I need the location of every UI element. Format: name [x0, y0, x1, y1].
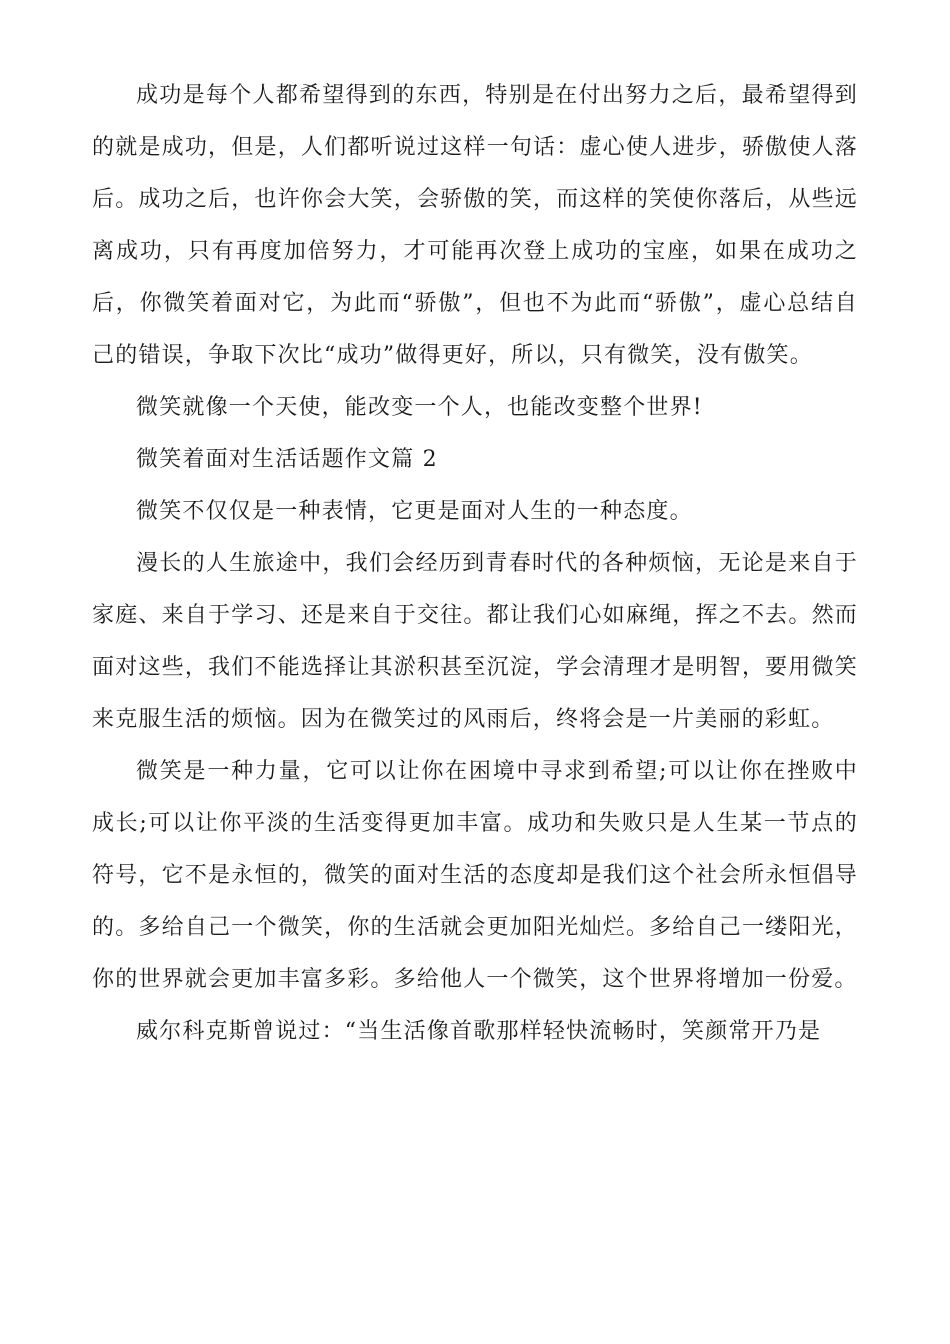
paragraph-smile-angel: 微笑就像一个天使，能改变一个人，也能改变整个世界! — [136, 395, 703, 420]
section-heading: 微笑着面对生活话题作文篇 2 — [136, 447, 438, 472]
document-page — [92, 70, 858, 1058]
paragraph-smile-power: 微笑是一种力量，它可以让你在困境中寻求到希望;可以让你在挫败中成长;可以让你平淡的生活变得更加丰富。成功和失败只是人生某一节点的符号，它不是永恒的，微笑的面对生活的态度却是我们这个社会所永恒倡导的。多给自己一个微笑，你的生活就会更加阳光灿烂。多给自己一缕阳光，你的世界就会更加丰富多彩。多给他人一个微笑，这个世界将增加一份爱。 — [92, 759, 858, 992]
paragraph-success: 成功是每个人都希望得到的东西，特别是在付出努力之后，最希望得到的就是成功，但是，人们都听说过这样一句话：虚心使人进步，骄傲使人落后。成功之后，也许你会大笑，会骄傲的笑，而这样的笑使你落后，从些远离成功，只有再度加倍努力，才可能再次登上成功的宝座，如果在成功之后，你微笑着面对它，为此而“骄傲”，但也不为此而“骄傲”，虚心总结自己的错误，争取下次比“成功”做得更好，所以，只有微笑，没有傲笑。 — [92, 83, 858, 368]
paragraph-quote: 威尔科克斯曾说过：“当生活像首歌那样轻快流畅时，笑颜常开乃是 — [136, 1019, 822, 1044]
paragraph-life-journey: 漫长的人生旅途中，我们会经历到青春时代的各种烦恼，无论是来自于家庭、来自于学习、还是来自于交往。都让我们心如麻绳，挥之不去。然而面对这些，我们不能选择让其淤积甚至沉淀，学会清理才是明智，要用微笑来克服生活的烦恼。因为在微笑过的风雨后，终将会是一片美丽的彩虹。 — [92, 551, 858, 732]
paragraph-smile-attitude: 微笑不仅仅是一种表情，它更是面对人生的一种态度。 — [136, 499, 693, 524]
